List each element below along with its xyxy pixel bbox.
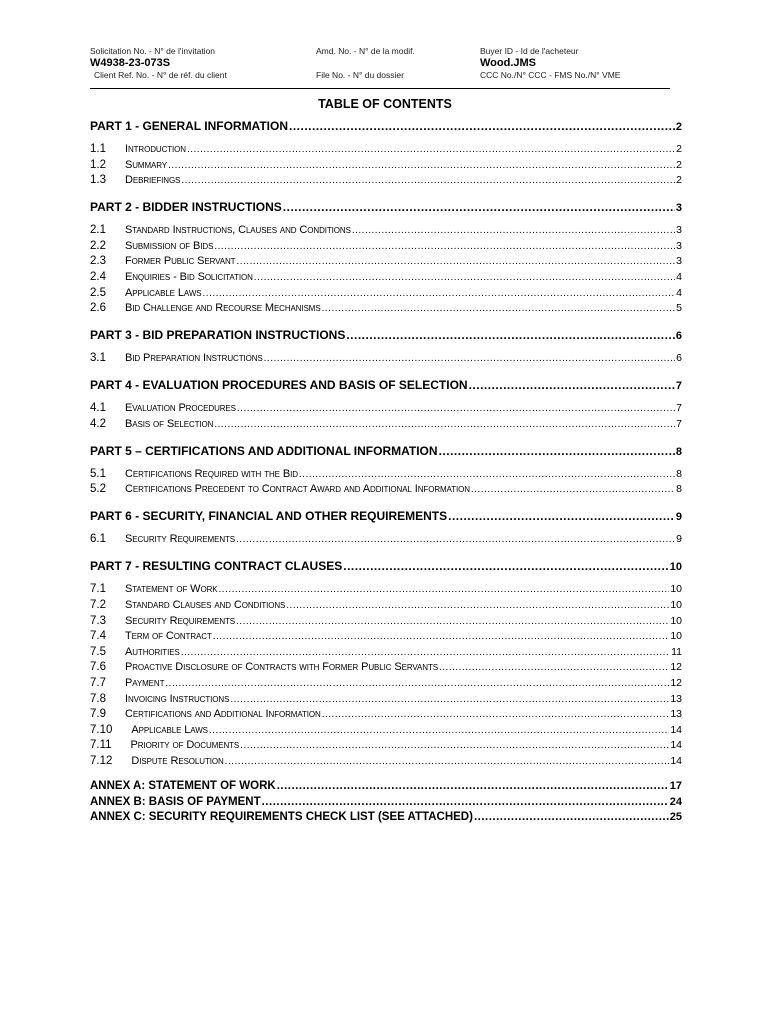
toc-entry-title: Term of Contract	[125, 630, 212, 643]
toc-entry-page: 2	[676, 158, 682, 171]
toc-entry-page: 8	[676, 467, 682, 480]
toc-entry-annex[interactable]	[90, 811, 682, 823]
toc-entry-number: 7.7	[90, 677, 106, 689]
toc-entry-sub[interactable]	[90, 724, 682, 736]
toc-entry-page: 6	[676, 352, 682, 365]
toc-entry-page: 9	[675, 511, 682, 524]
toc-entry-number: 7.6	[90, 661, 106, 674]
toc-entry-page: 13	[670, 708, 682, 721]
toc-entry-number: 7.9	[90, 708, 106, 721]
toc-entry-title: Statement of Work	[125, 583, 218, 596]
buyer-id: Wood.JMS	[480, 57, 537, 69]
toc-entry-page: 10	[670, 599, 682, 611]
solicitation-number: W4938-23-073S	[90, 57, 171, 69]
toc-entry-title: PART 2 - BIDDER INSTRUCTIONS	[90, 200, 282, 215]
toc-entry-page: 11	[671, 645, 682, 658]
toc-entry-title: Security Requirements	[125, 614, 236, 627]
toc-entry-number: 2.1	[90, 224, 106, 237]
toc-entry-page: 6	[675, 330, 682, 343]
toc-entry-sub[interactable]	[90, 739, 682, 751]
toc-entry-sub[interactable]	[90, 755, 682, 767]
toc-entry-title: Standard Clauses and Conditions	[125, 599, 286, 611]
toc-entry-sub[interactable]	[90, 271, 682, 283]
toc-entry-number: 7.1	[90, 583, 106, 596]
toc-entry-page: 7	[676, 417, 682, 430]
toc-entry-title: Enquiries - Bid Solicitation	[125, 271, 253, 283]
toc-dot-leader	[214, 419, 675, 430]
toc-title: TABLE OF CONTENTS	[318, 97, 452, 111]
toc-dot-leader	[299, 469, 675, 480]
toc-entry-page: 4	[676, 271, 682, 283]
toc-entry-title: Invoicing Instructions	[125, 692, 230, 705]
toc-entry-sub[interactable]	[90, 483, 682, 495]
toc-dot-leader	[469, 378, 675, 392]
ccc-label: CCC No./N° CCC - FMS No./N° VME	[480, 70, 621, 80]
toc-entry-title: PART 4 - EVALUATION PROCEDURES AND BASIS OF SELECTION	[90, 378, 468, 393]
toc-entry-page: 8	[676, 483, 682, 496]
toc-entry-page: 3	[675, 202, 682, 215]
toc-entry-title: Debriefings	[125, 174, 181, 187]
toc-entry-sub[interactable]	[90, 646, 682, 658]
toc-entry-sub[interactable]	[90, 677, 682, 689]
toc-dot-leader	[322, 709, 670, 720]
toc-entry-sub[interactable]	[90, 661, 682, 673]
toc-entry-number: 7.3	[90, 614, 106, 627]
toc-dot-leader	[322, 303, 676, 314]
toc-entry-number: 7.4	[90, 630, 106, 643]
toc-entry-page: 12	[670, 661, 682, 674]
toc-entry-sub[interactable]	[90, 287, 682, 299]
toc-entry-title: Dispute Resolution	[131, 755, 224, 767]
toc-entry-sub[interactable]	[90, 693, 682, 705]
toc-entry-number: 2.6	[90, 302, 106, 315]
toc-entry-title: Former Public Servant	[125, 255, 236, 268]
toc-entry-number: 1.2	[90, 158, 106, 171]
toc-dot-leader	[283, 200, 675, 214]
toc-entry-sub[interactable]	[90, 418, 682, 430]
toc-entry-sub[interactable]	[90, 255, 682, 267]
toc-dot-leader	[254, 272, 675, 283]
toc-entry-title: Payment	[125, 677, 165, 689]
toc-entry-part[interactable]	[90, 559, 682, 573]
toc-entry-sub[interactable]	[90, 224, 682, 236]
toc-entry-page: 10	[669, 561, 682, 574]
toc-entry-sub[interactable]	[90, 174, 682, 186]
toc-entry-number: 2.3	[90, 255, 106, 268]
toc-entry-title: Introduction	[125, 143, 186, 155]
toc-entry-title: Standard Instructions, Clauses and Conditions	[125, 224, 351, 237]
toc-entry-number: 1.1	[90, 143, 106, 155]
toc-entry-title: ANNEX A: STATEMENT OF WORK	[90, 780, 276, 792]
toc-entry-page: 3	[676, 224, 682, 237]
toc-entry-page: 7	[675, 380, 682, 393]
toc-entry-sub[interactable]	[90, 402, 682, 414]
toc-entry-page: 4	[676, 286, 682, 299]
toc-dot-leader	[286, 600, 669, 611]
toc-entry-number: 2.4	[90, 271, 106, 283]
toc-entry-sub[interactable]	[90, 240, 682, 252]
toc-dot-leader	[236, 534, 675, 545]
toc-entry-sub[interactable]	[90, 599, 682, 611]
toc-entry-page: 10	[670, 583, 682, 596]
toc-dot-leader	[181, 175, 675, 186]
toc-entry-page: 9	[676, 533, 682, 546]
header-solicitation-column	[90, 46, 227, 81]
amendment-value	[316, 57, 415, 70]
toc-dot-leader	[181, 647, 670, 658]
toc-dot-leader	[346, 328, 675, 342]
toc-entry-title: ANNEX B: BASIS OF PAYMENT	[90, 795, 261, 808]
toc-entry-title: Summary	[125, 158, 168, 171]
toc-entry-number: 4.2	[90, 417, 106, 430]
toc-dot-leader	[240, 740, 669, 751]
toc-entry-title: PART 6 - SECURITY, FINANCIAL AND OTHER REQUIREMENTS	[90, 509, 448, 524]
toc-entry-title: Security Requirements	[125, 533, 236, 546]
toc-entry-annex[interactable]	[90, 796, 682, 808]
toc-entry-page: 12	[670, 677, 682, 689]
toc-entry-part[interactable]	[90, 119, 682, 133]
toc-entry-title: Evaluation Procedures	[125, 402, 236, 415]
toc-entry-title: Certifications Required with the Bid	[125, 467, 298, 480]
toc-dot-leader	[448, 509, 675, 523]
toc-entry-page: 13	[670, 692, 682, 705]
toc-entry-sub[interactable]	[90, 630, 682, 642]
toc-entry-sub[interactable]	[90, 533, 682, 545]
file-label: File No. - N° du dossier	[316, 70, 404, 80]
toc-entry-sub[interactable]	[90, 352, 682, 364]
toc-dot-leader	[236, 616, 669, 627]
toc-entry-title: Proactive Disclosure of Contracts with Former Public Servants	[125, 661, 438, 674]
toc-entry-page: 2	[676, 174, 682, 187]
toc-entry-title: Applicable Laws	[125, 286, 202, 299]
header-buyer-column	[480, 46, 620, 81]
toc-entry-number: 1.3	[90, 174, 106, 187]
toc-dot-leader	[209, 725, 669, 736]
toc-dot-leader	[237, 403, 675, 414]
toc-entry-sub[interactable]	[90, 159, 682, 171]
toc-entry-part[interactable]	[90, 328, 682, 342]
toc-entry-annex[interactable]	[90, 780, 682, 792]
header-divider	[90, 88, 670, 89]
toc-dot-leader	[213, 631, 670, 642]
toc-entry-number: 7.10	[90, 723, 113, 736]
toc-entry-title: Basis of Selection	[125, 417, 214, 430]
toc-dot-leader	[471, 484, 675, 495]
toc-dot-leader	[343, 559, 669, 573]
toc-entry-number: 7.8	[90, 692, 106, 705]
toc-entry-page: 2	[676, 143, 682, 155]
toc-entry-page: 14	[670, 755, 682, 767]
toc-entry-title: PART 7 - RESULTING CONTRACT CLAUSES	[90, 559, 343, 574]
toc-entry-title: Submission of Bids	[125, 239, 214, 252]
toc-entry-title: Priority of Documents	[130, 739, 240, 752]
toc-entry-title: Applicable Laws	[131, 723, 208, 736]
toc-entry-page: 2	[675, 121, 682, 133]
toc-dot-leader	[219, 584, 670, 595]
toc-dot-leader	[439, 444, 675, 458]
toc-entry-page: 5	[676, 302, 682, 315]
toc-entry-page: 3	[676, 239, 682, 252]
toc-entry-page: 10	[670, 630, 682, 643]
toc-entry-sub[interactable]	[90, 708, 682, 720]
toc-entry-page: 25	[669, 811, 682, 823]
toc-dot-leader	[168, 160, 675, 171]
toc-dot-leader	[236, 256, 675, 267]
toc-entry-title: PART 5 – CERTIFICATIONS AND ADDITIONAL INFORMATION	[90, 443, 438, 458]
header-amendment-column	[316, 46, 415, 81]
toc-entry-page: 3	[676, 255, 682, 268]
toc-entry-number: 7.2	[90, 599, 106, 611]
solicitation-label: Solicitation No. - N° de l'invitation	[90, 46, 216, 56]
toc-dot-leader	[225, 756, 670, 767]
toc-entry-page: 10	[670, 614, 682, 627]
toc-entry-number: 2.2	[90, 239, 106, 252]
toc-entry-page: 14	[670, 723, 682, 736]
toc-entry-number: 7.11	[90, 739, 112, 752]
toc-entry-number: 7.12	[90, 755, 113, 767]
toc-entry-number: 7.5	[90, 645, 106, 658]
toc-dot-leader	[165, 678, 669, 689]
toc-dot-leader	[277, 780, 669, 792]
document-header	[90, 46, 670, 88]
toc-entry-sub[interactable]	[90, 468, 682, 480]
toc-entry-number: 5.1	[90, 467, 106, 480]
toc-dot-leader	[439, 662, 669, 673]
toc-entry-title: Certifications Precedent to Contract Award and Additional Information	[125, 483, 470, 496]
toc-dot-leader	[187, 144, 675, 155]
toc-entry-title: Bid Challenge and Recourse Mechanisms	[125, 302, 321, 315]
toc-entry-sub[interactable]	[90, 302, 682, 314]
toc-dot-leader	[289, 119, 675, 133]
amendment-label: Amd. No. - N° de la modif.	[316, 46, 415, 56]
toc-entry-sub[interactable]	[90, 583, 682, 595]
toc-entry-sub[interactable]	[90, 615, 682, 627]
toc-entry-page: 8	[675, 445, 682, 458]
toc-dot-leader	[203, 288, 676, 299]
buyer-label: Buyer ID - Id de l'acheteur	[480, 46, 579, 56]
toc-entry-number: 3.1	[90, 352, 106, 365]
toc-dot-leader	[352, 225, 675, 236]
toc-entry-page: 24	[669, 795, 682, 808]
toc-entry-part[interactable]	[90, 200, 682, 214]
toc-dot-leader	[214, 241, 675, 252]
toc-entry-part[interactable]	[90, 378, 682, 392]
toc-entry-number: 4.1	[90, 402, 106, 415]
toc-entry-title: Authorities	[125, 645, 180, 658]
toc-entry-number: 2.5	[90, 286, 106, 299]
toc-entry-sub[interactable]	[90, 143, 682, 155]
toc-entry-page: 14	[670, 739, 682, 752]
toc-entry-title: PART 3 - BID PREPARATION INSTRUCTIONS	[90, 328, 346, 343]
toc-entry-part[interactable]	[90, 509, 682, 523]
toc-entry-page: 7	[676, 402, 682, 415]
toc-dot-leader	[474, 811, 669, 823]
toc-entry-number: 5.2	[90, 483, 106, 496]
toc-entry-title: Certifications and Additional Information	[125, 708, 321, 721]
toc-entry-title: PART 1 - GENERAL INFORMATION	[90, 119, 288, 133]
toc-entry-part[interactable]	[90, 444, 682, 458]
toc-entry-number: 6.1	[90, 533, 106, 546]
toc-dot-leader	[230, 694, 669, 705]
client-ref-label: Client Ref. No. - N° de réf. du client	[94, 70, 227, 80]
toc-entry-page: 17	[669, 780, 682, 792]
toc-entry-title: Bid Preparation Instructions	[125, 352, 263, 365]
toc-dot-leader	[262, 796, 669, 808]
toc-entry-title: ANNEX C: SECURITY REQUIREMENTS CHECK LIST (SEE ATTACHED)	[90, 811, 473, 823]
toc-dot-leader	[264, 353, 676, 364]
